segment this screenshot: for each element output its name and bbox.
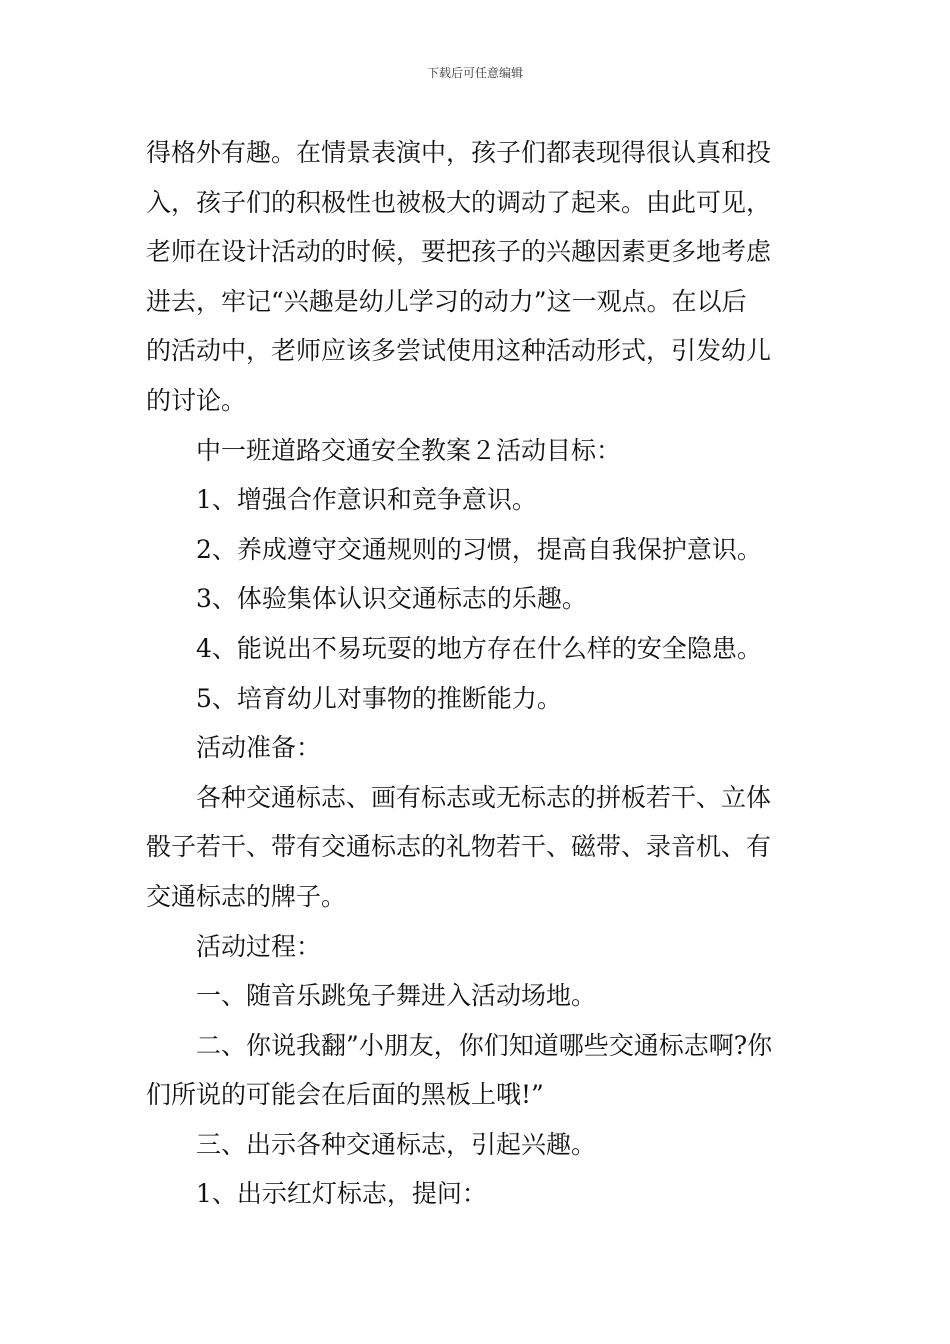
list-item: 1、增强合作意识和竞争意识。 <box>196 485 537 515</box>
section-heading: 活动准备： <box>196 733 322 763</box>
text-line: 得格外有趣。在情景表演中，孩子们都表现得很认真和投 <box>146 138 772 167</box>
text-line: 交通标志的牌子。 <box>146 881 347 911</box>
text-line: 老师在设计活动的时候，要把孩子的兴趣因素更多地考虑 <box>146 237 772 267</box>
page-header: 下载后可任意编辑 <box>426 66 523 80</box>
text-line: 各种交通标志、画有标志或无标志的拼板若干、立体 <box>196 782 772 812</box>
text-line: 的活动中，老师应该多尝试使用这种活动形式，引发幼儿 <box>146 336 772 366</box>
list-item: 一、随音乐跳兔子舞进入活动场地。 <box>196 981 597 1011</box>
list-item: 2、养成遵守交通规则的习惯，提高自我保护意识。 <box>196 534 762 564</box>
document-body <box>146 128 811 1219</box>
text-line: 进去，牢记“兴趣是幼儿学习的动力”这一观点。在以后 <box>146 286 747 316</box>
section-heading: 中一班道路交通安全教案２活动目标： <box>196 435 622 465</box>
text-line: 入，孩子们的积极性也被极大的调动了起来。由此可见， <box>146 187 772 217</box>
text-line: 们所说的可能会在后面的黑板上哦!” <box>146 1080 544 1110</box>
text-line: 骰子若干、带有交通标志的礼物若干、磁带、录音机、有 <box>146 832 772 862</box>
section-heading: 活动过程： <box>196 931 322 961</box>
list-item: 二、你说我翻”小朋友，你们知道哪些交通标志啊?你 <box>196 1030 773 1060</box>
list-item: 3、体验集体认识交通标志的乐趣。 <box>196 584 587 614</box>
list-item: 1、出示红灯标志，提问： <box>196 1179 487 1209</box>
list-item: 5、培育幼儿对事物的推断能力。 <box>196 683 562 713</box>
text-line: 的讨论。 <box>146 385 247 415</box>
list-item: 4、能说出不易玩耍的地方存在什么样的安全隐患。 <box>196 633 762 663</box>
list-item: 三、出示各种交通标志，引起兴趣。 <box>196 1129 597 1159</box>
